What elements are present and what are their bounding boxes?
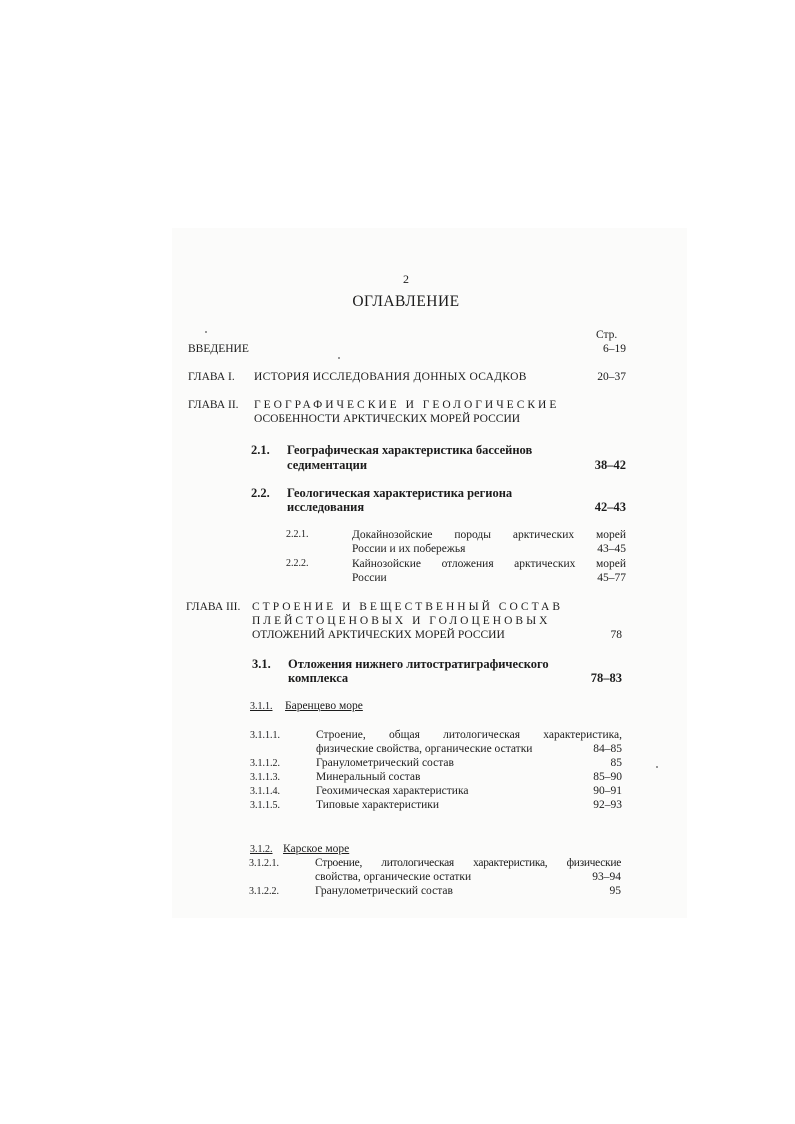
toc-intro-pages: 6–19 xyxy=(603,343,626,355)
pages-column-header: Стр. xyxy=(596,329,618,341)
item-3-1-1-3-pages: 85–90 xyxy=(593,771,622,783)
page-title: ОГЛАВЛЕНИЕ xyxy=(352,293,460,310)
item-3-1-1-1-number: 3.1.1.1. xyxy=(250,730,280,741)
item-3-1-1-1-pages: 84–85 xyxy=(593,743,622,755)
item-3-1-2-2-number: 3.1.2.2. xyxy=(249,886,279,897)
subsection-2-2-1-title-line1: Докайнозойские породы арктических морей xyxy=(352,529,626,541)
chapter-3-title-line3: ОТЛОЖЕНИЙ АРКТИЧЕСКИХ МОРЕЙ РОССИИ xyxy=(252,629,505,641)
section-2-1-number: 2.1. xyxy=(251,443,270,457)
section-2-1-pages: 38–42 xyxy=(594,458,626,472)
item-3-1-1-5-pages: 92–93 xyxy=(593,799,622,811)
section-2-1-title-line1: Географическая характеристика бассейнов xyxy=(287,443,533,457)
subsection-3-1-2-title: Карское море xyxy=(283,843,350,855)
subsection-3-1-2-number: 3.1.2. xyxy=(250,844,273,855)
chapter-3-number: ГЛАВА III. xyxy=(186,601,241,613)
item-3-1-2-2-pages: 95 xyxy=(609,885,621,897)
chapter-3-title-line1: СТРОЕНИЕ И ВЕЩЕСТВЕННЫЙ СОСТАВ xyxy=(252,601,563,613)
subsection-2-2-2-pages: 45–77 xyxy=(597,572,626,584)
item-3-1-2-1-pages: 93–94 xyxy=(592,871,621,883)
item-3-1-1-4-pages: 90–91 xyxy=(593,785,622,797)
subsection-3-1-1-number: 3.1.1. xyxy=(250,701,273,712)
chapter-3-pages: 78 xyxy=(610,629,622,641)
chapter-2-title-line2: ОСОБЕННОСТИ АРКТИЧЕСКИХ МОРЕЙ РОССИИ xyxy=(254,413,521,425)
item-3-1-1-1-title-line2: физические свойства, органические остатки xyxy=(316,743,533,755)
section-3-1-number: 3.1. xyxy=(252,657,271,671)
item-3-1-1-1-title-line1: Строение, общая литологическая характеристика, xyxy=(316,729,622,741)
item-3-1-2-1-title-line2: свойства, органические остатки xyxy=(315,871,472,883)
chapter-1-pages: 20–37 xyxy=(597,371,626,383)
section-2-2-pages: 42–43 xyxy=(594,500,626,514)
item-3-1-1-3-number: 3.1.1.3. xyxy=(250,772,280,783)
item-3-1-1-3-title: Минеральный состав xyxy=(316,771,421,783)
section-2-2-number: 2.2. xyxy=(251,486,270,500)
item-3-1-2-1-title-line1: Строение, литологическая характеристика, физические xyxy=(315,857,621,869)
subsection-2-2-1-pages: 43–45 xyxy=(597,543,626,555)
subsection-2-2-1-title-line2: России и их побережья xyxy=(352,543,466,555)
section-3-1-pages: 78–83 xyxy=(590,671,622,685)
toc-intro-label: ВВЕДЕНИЕ xyxy=(188,343,249,355)
section-3-1-title-line1: Отложения нижнего литостратиграфического xyxy=(288,657,549,671)
item-3-1-2-1-number: 3.1.2.1. xyxy=(249,858,279,869)
page-number: 2 xyxy=(403,272,409,286)
chapter-1-number: ГЛАВА I. xyxy=(188,371,235,383)
subsection-3-1-1-title: Баренцево море xyxy=(285,700,363,712)
chapter-3-title-line2: ПЛЕЙСТОЦЕНОВЫХ И ГОЛОЦЕНОВЫХ xyxy=(252,615,551,627)
subsection-2-2-2-number: 2.2.2. xyxy=(286,558,309,569)
section-2-2-title-line2: исследования xyxy=(287,500,365,514)
item-3-1-1-4-number: 3.1.1.4. xyxy=(250,786,280,797)
chapter-2-title-line1: ГЕОГРАФИЧЕСКИЕ И ГЕОЛОГИЧЕСКИЕ xyxy=(254,399,560,411)
item-3-1-2-2-title: Гранулометрический состав xyxy=(315,885,453,897)
section-2-2-title-line1: Геологическая характеристика региона xyxy=(287,486,513,500)
item-3-1-1-2-title: Гранулометрический состав xyxy=(316,757,454,769)
chapter-1-title: ИСТОРИЯ ИССЛЕДОВАНИЯ ДОННЫХ ОСАДКОВ xyxy=(254,371,527,383)
item-3-1-1-2-number: 3.1.1.2. xyxy=(250,758,280,769)
subsection-2-2-2-title-line1: Кайнозойские отложения арктических морей xyxy=(352,558,626,570)
subsection-2-2-1-number: 2.2.1. xyxy=(286,529,309,540)
scan-speck xyxy=(338,357,340,359)
item-3-1-1-5-title: Типовые характеристики xyxy=(316,799,439,811)
scan-speck xyxy=(656,766,658,768)
chapter-2-number: ГЛАВА II. xyxy=(188,399,239,411)
item-3-1-1-2-pages: 85 xyxy=(610,757,622,769)
item-3-1-1-4-title: Геохимическая характеристика xyxy=(316,785,469,797)
section-2-1-title-line2: седиментации xyxy=(287,458,368,472)
subsection-2-2-2-title-line2: России xyxy=(352,572,387,584)
scan-speck xyxy=(205,331,207,333)
section-3-1-title-line2: комплекса xyxy=(288,671,349,685)
item-3-1-1-5-number: 3.1.1.5. xyxy=(250,800,280,811)
